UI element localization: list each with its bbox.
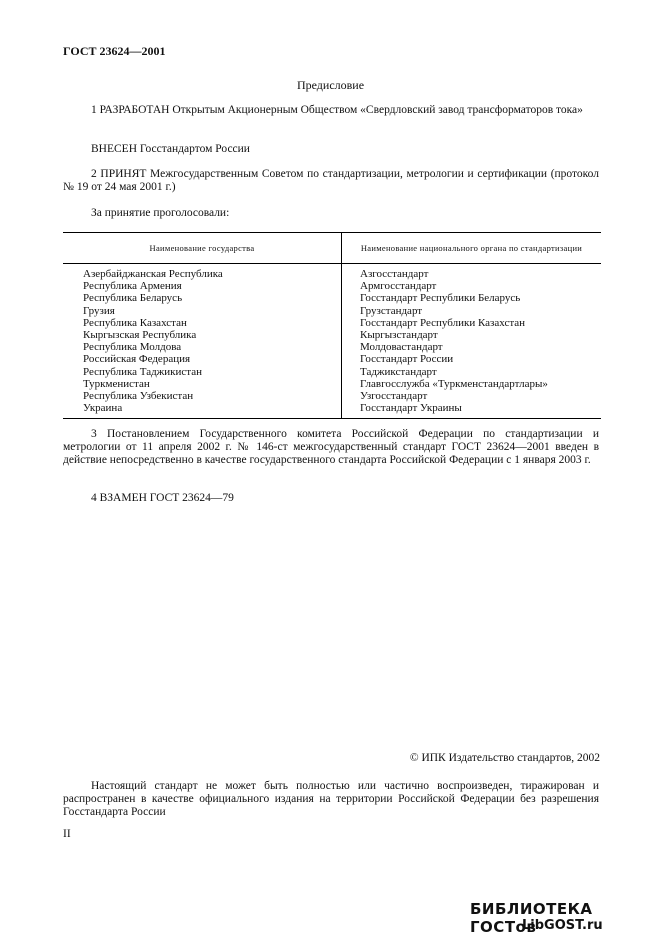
table-cell-state: Республика Армения bbox=[83, 280, 182, 293]
column-header-national-body: Наименование национального органа по стандартизации bbox=[342, 233, 602, 264]
column-header-state: Наименование государства bbox=[63, 233, 342, 264]
table-cell-national-body: Таджикстандарт bbox=[360, 365, 437, 378]
watermark-site: LibGOST.ru bbox=[522, 918, 603, 933]
document-code: ГОСТ 23624—2001 bbox=[63, 44, 166, 58]
reproduction-notice: Настоящий стандарт не может быть полностью или частично воспроизведен, тиражирован и распространен в качестве официального издания на территории Российской Федерации без разрешения Госстандарта России bbox=[63, 780, 599, 818]
table-cell-national-body: Армгосстандарт bbox=[360, 280, 437, 293]
table-cell-national-body: Главгосслужба «Туркменстандартлары» bbox=[360, 377, 548, 390]
table-cell-state: Грузия bbox=[83, 304, 115, 317]
paragraph-developed: 1 РАЗРАБОТАН Открытым Акционерным Обществом «Свердловский завод трансформаторов тока» bbox=[91, 104, 583, 116]
table-cell-state: Республика Узбекистан bbox=[83, 390, 194, 403]
table-cell-national-body: Госстандарт Республики Беларусь bbox=[360, 292, 521, 305]
table-cell-state: Республика Таджикистан bbox=[83, 365, 202, 378]
table-cell-state: Российская Федерация bbox=[83, 353, 191, 366]
table-cell-state: Азербайджанская Республика bbox=[83, 268, 223, 280]
table-cell-national-body: Молдовастандарт bbox=[360, 341, 443, 354]
table-cell-state: Кыргызская Республика bbox=[83, 329, 197, 342]
preface-title: Предисловие bbox=[296, 78, 365, 92]
table-cell-state: Республика Казахстан bbox=[83, 316, 187, 329]
copyright-line: © ИПК Издательство стандартов, 2002 bbox=[409, 752, 600, 764]
paragraph-resolution: 3 Постановлением Государственного комитета Российской Федерации по стандартизации и метрологии от 11 апреля 2002 г. № 146-ст межгосударственный стандарт ГОСТ 23624—2001 введен в действие непосредственно в качестве государственного стандарта Российской Федерации с 1 января 2003 г. bbox=[63, 428, 599, 466]
table-cell-national-body: Госстандарт России bbox=[360, 353, 454, 366]
paragraph-introduced: ВНЕСЕН Госстандартом России bbox=[91, 143, 250, 155]
states-column bbox=[63, 264, 342, 419]
table-cell-state: Республика Молдова bbox=[83, 341, 182, 354]
table-cell-state: Украина bbox=[83, 402, 123, 415]
national-bodies-column bbox=[342, 264, 602, 419]
table-cell-national-body: Азгосстандарт bbox=[360, 268, 429, 280]
table-cell-state: Туркменистан bbox=[83, 377, 150, 390]
paragraph-replaces: 4 ВЗАМЕН ГОСТ 23624—79 bbox=[91, 492, 234, 504]
table-cell-national-body: Узгосстандарт bbox=[360, 390, 428, 403]
voting-states-table bbox=[63, 232, 601, 419]
table-cell-national-body: Госстандарт Украины bbox=[360, 402, 462, 415]
page-number: II bbox=[63, 828, 71, 840]
table-cell-national-body: Грузстандарт bbox=[360, 304, 423, 317]
table-cell-state: Республика Беларусь bbox=[83, 292, 183, 305]
paragraph-voted: За принятие проголосовали: bbox=[91, 207, 230, 219]
table-cell-national-body: Кыргызстандарт bbox=[360, 329, 438, 342]
watermark-library: БИБЛИОТЕКА ГОСТов bbox=[470, 900, 593, 936]
paragraph-adopted: 2 ПРИНЯТ Межгосударственным Советом по стандартизации, метрологии и сертификации (протокол № 19 от 24 мая 2001 г.) bbox=[63, 168, 599, 193]
table-cell-national-body: Госстандарт Республики Казахстан bbox=[360, 316, 526, 329]
